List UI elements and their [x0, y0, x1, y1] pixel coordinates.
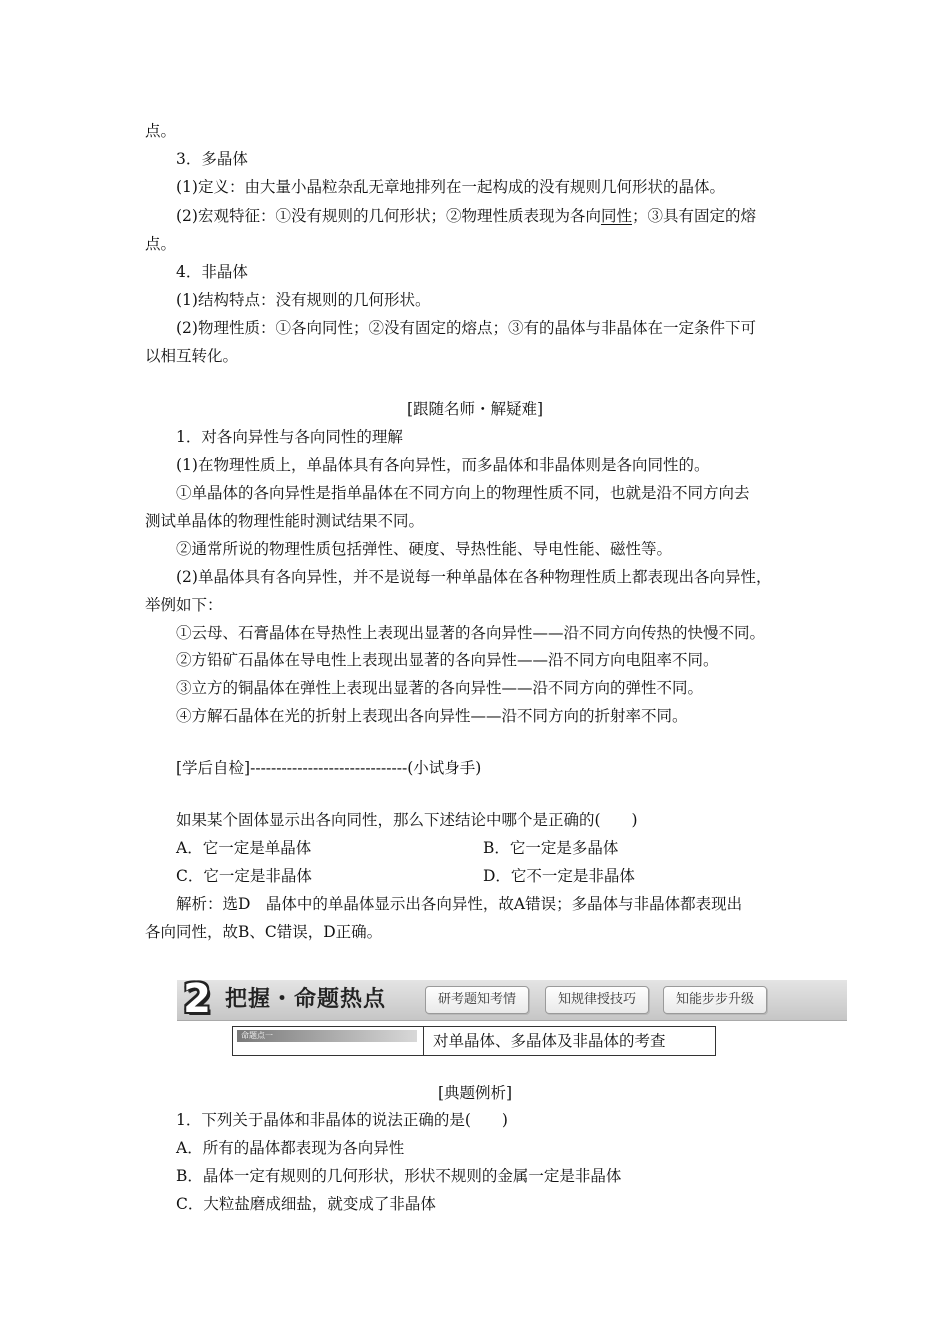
paragraph-continuation: 点。 — [145, 122, 177, 140]
banner-tag-3: 知能步步升级 — [663, 986, 767, 1014]
teacher-point-1-2-cont: 举例如下： — [145, 596, 223, 614]
heading-amorphous: 4．非晶体 — [176, 263, 248, 281]
teacher-point-1-2: (2)单晶体具有各向异性，并不是说每一种单晶体在各种物理性质上都表现出各向异性， — [176, 568, 772, 586]
option-d: D．它不一定是非晶体 — [483, 867, 635, 885]
section-heading-selfcheck: [学后自检]------------------------------(小试身手) — [176, 759, 482, 777]
option-c: C．它一定是非晶体 — [176, 867, 312, 885]
example-3: ③立方的铜晶体在弹性上表现出显著的各向异性——沿不同方向的弹性不同。 — [176, 679, 704, 697]
answer-analysis-cont: 各向同性，故B、C错误，D正确。 — [145, 923, 383, 941]
divider — [423, 1027, 424, 1055]
amorphous-properties-cont: 以相互转化。 — [145, 347, 239, 365]
banner-tag-1: 研考题知考情 — [425, 986, 529, 1014]
example-option-a: A．所有的晶体都表现为各向异性 — [176, 1139, 405, 1157]
teacher-point-1: 1．对各向异性与各向同性的理解 — [176, 428, 403, 446]
question-text: 如果某个固体显示出各向同性，那么下述结论中哪个是正确的( ) — [176, 811, 638, 829]
example-option-b: B．晶体一定有规则的几何形状，形状不规则的金属一定是非晶体 — [176, 1167, 622, 1185]
topic-label: 命题点一 — [237, 1030, 417, 1042]
amorphous-properties: (2)物理性质：①各向同性；②没有固定的熔点；③有的晶体与非晶体在一定条件下可 — [176, 319, 756, 337]
heading-polycrystal: 3．多晶体 — [176, 150, 248, 168]
topic-title: 对单晶体、多晶体及非晶体的考查 — [433, 1032, 666, 1050]
option-b: B．它一定是多晶体 — [483, 839, 619, 857]
teacher-point-b: ②通常所说的物理性质包括弹性、硬度、导热性能、导电性能、磁性等。 — [176, 540, 673, 558]
topic-box — [232, 1026, 716, 1056]
example-1: ①云母、石膏晶体在导热性上表现出显著的各向异性——沿不同方向传热的快慢不同。 — [176, 624, 766, 642]
text-span: ；③具有固定的熔 — [631, 207, 756, 225]
example-question: 1．下列关于晶体和非晶体的说法正确的是( ) — [176, 1111, 508, 1129]
banner-number: 2 — [183, 976, 211, 1022]
amorphous-structure: (1)结构特点：没有规则的几何形状。 — [176, 291, 431, 309]
teacher-point-a-cont: 测试单晶体的物理性能时测试结果不同。 — [145, 512, 425, 530]
example-4: ④方解石晶体在光的折射上表现出各向异性——沿不同方向的折射率不同。 — [176, 707, 688, 725]
polycrystal-features — [176, 205, 756, 227]
polycrystal-definition: (1)定义：由大量小晶粒杂乱无章地排列在一起构成的没有规则几何形状的晶体。 — [176, 178, 725, 196]
banner-title: 把握・命题热点 — [225, 987, 387, 1012]
teacher-point-a: ①单晶体的各向异性是指单晶体在不同方向上的物理性质不同，也就是沿不同方向去 — [176, 484, 750, 502]
paragraph-continuation: 点。 — [145, 235, 177, 253]
teacher-point-1-1: (1)在物理性质上，单晶体具有各向异性，而多晶体和非晶体则是各向同性的。 — [176, 456, 710, 474]
answer-analysis: 解析：选D 晶体中的单晶体显示出各向异性，故A错误；多晶体与非晶体都表现出 — [176, 895, 743, 913]
section-heading-example: [典题例析] — [437, 1084, 513, 1102]
text-span: (2)宏观特征：①没有规则的几何形状；②物理性质表现为各向 — [176, 207, 601, 225]
underlined-term: 同性 — [600, 207, 632, 225]
banner-tag-2: 知规律授技巧 — [545, 986, 649, 1014]
section-heading-teacher: [跟随名师・解疑难] — [406, 400, 544, 418]
option-a: A．它一定是单晶体 — [176, 839, 312, 857]
example-2: ②方铅矿石晶体在导电性上表现出显著的各向异性——沿不同方向电阻率不同。 — [176, 651, 719, 669]
section-banner — [177, 976, 847, 1022]
example-option-c: C．大粒盐磨成细盐，就变成了非晶体 — [176, 1195, 436, 1213]
